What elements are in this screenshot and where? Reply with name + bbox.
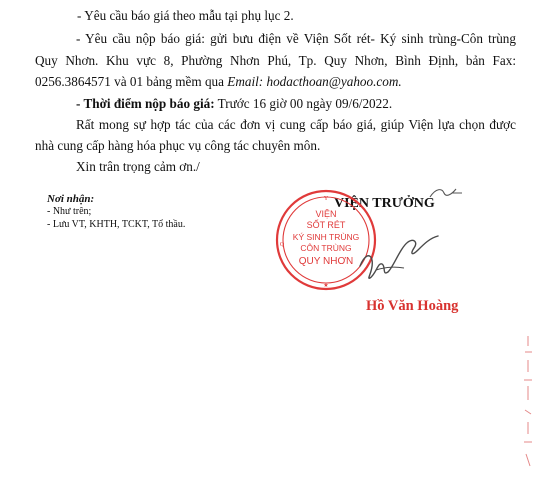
svg-text:★: ★ (323, 283, 329, 289)
handwritten-signature (352, 226, 444, 288)
body-line-7: nhà cung cấp hàng hóa phục vụ công tác chuyên môn. (35, 138, 321, 153)
email-text: Email: hodacthoan@yahoo.com. (227, 74, 402, 89)
flourish-mark (428, 184, 464, 202)
deadline-label: - Thời điểm nộp báo giá: (76, 96, 215, 111)
recipient-item-1: - Như trên; (47, 206, 92, 217)
body-line-5 (76, 96, 392, 112)
body-line-6: Rất mong sự hợp tác của các đơn vị cung cấp báo giá, giúp Viện lựa chọn được (76, 117, 516, 132)
fax-text: 0256.3864571 và 01 bảng mềm qua (35, 74, 228, 89)
stamp-line-1: VIỆN (315, 209, 337, 219)
signer-position: VIỆN TRƯỞNG (334, 196, 435, 211)
margin-marks (520, 330, 538, 480)
stamp-line-4: CÔN TRÙNG (300, 243, 352, 253)
stamp-line-5: QUY NHƠN (298, 256, 354, 267)
svg-text:Q: Q (279, 242, 285, 248)
signer-name: Hồ Văn Hoàng (366, 298, 459, 314)
recipients-title: Nơi nhận: (47, 193, 95, 205)
body-line-3: Quy Nhơn. Khu vực 8, Phường Nhơn Phú, Tp. Quy Nhơn, Bình Định, bản Fax: (35, 53, 516, 68)
stamp-line-3: KÝ SINH TRÙNG (292, 232, 360, 242)
svg-text:Y: Y (323, 196, 329, 202)
body-line-4 (35, 74, 402, 90)
body-line-8: Xin trân trọng cảm ơn./ (76, 159, 200, 174)
recipient-item-2: - Lưu VT, KHTH, TCKT, Tổ thầu. (47, 219, 186, 230)
stamp-line-2: SỐT RÉT (306, 220, 346, 230)
deadline-value: Trước 16 giờ 00 ngày 09/6/2022. (214, 96, 393, 111)
body-line-1: - Yêu cầu báo giá theo mẫu tại phụ lục 2. (77, 8, 294, 23)
body-line-2: - Yêu cầu nộp báo giá: gửi bưu điện về Viện Sốt rét- Ký sinh trùng-Côn trùng (76, 31, 516, 46)
